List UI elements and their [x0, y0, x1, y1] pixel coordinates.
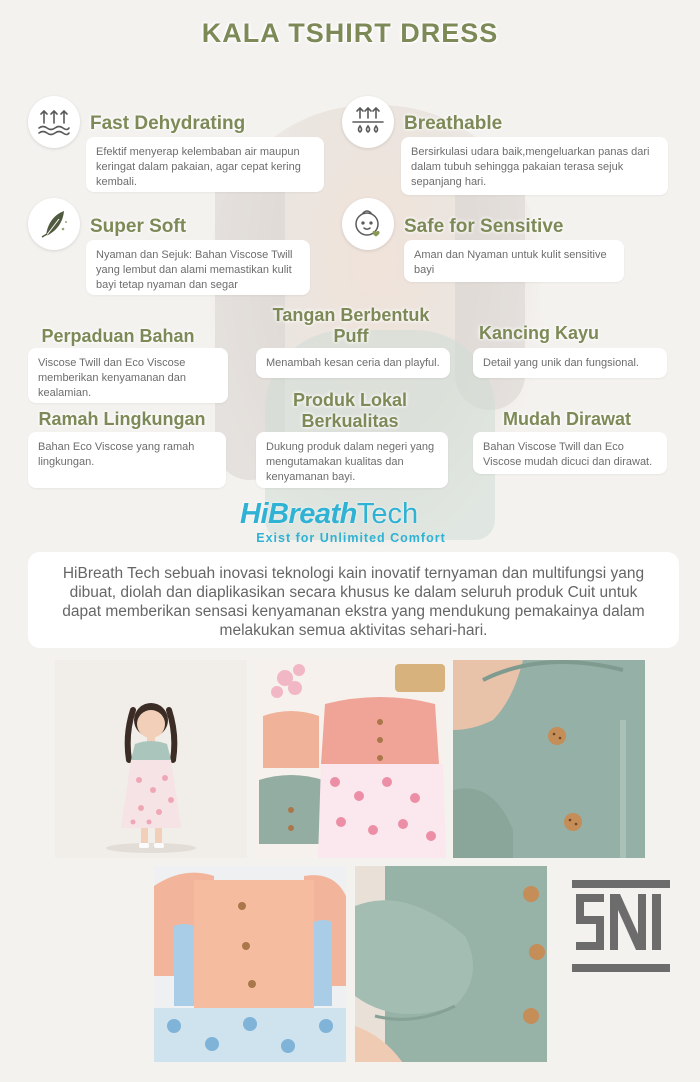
detail-card-produk-lokal-berkualitas: Dukung produk dalam negeri yang mengutamakan kualitas dan kenyamanan bayi. — [256, 432, 448, 488]
detail-title-perpaduan-bahan: Perpaduan Bahan — [41, 326, 195, 346]
hibreath-description: HiBreath Tech sebuah inovasi teknologi kain inovatif ternyaman dan multifungsi yang dibuat, diolah dan diaplikasikan secara khusus ke dalam seluruh produk Cuit untuk dapat memberikan sensasi kenyamanan ekstra yang mendukung pemakainya dalam melakukan semua aktivitas sehari-hari. — [28, 552, 679, 648]
detail-title-mudah-dirawat: Mudah Dirawat — [502, 409, 631, 429]
hibreath-wordmark — [240, 498, 462, 530]
detail-title-tangan-berbentuk-puff: Tangan Berbentuk Puff — [272, 305, 430, 346]
feature-title-safe-for-sensitive: Safe for Sensitive — [404, 216, 564, 237]
detail-title-ramah-lingkungan: Ramah Lingkungan — [38, 409, 206, 429]
feature-card-super-soft: Nyaman dan Sejuk: Bahan Viscose Twill yang lembut dan alami memastikan kulit bayi tetap nyaman dan segar — [86, 240, 310, 295]
detail-card-perpaduan-bahan: Viscose Twill dan Eco Viscose memberikan kenyamanan dan kealamian. — [28, 348, 228, 403]
feature-title-fast-dehydrating: Fast Dehydrating — [90, 113, 246, 134]
moisture-wicking-icon — [28, 96, 80, 148]
page-title: KALA TSHIRT DRESS — [201, 18, 499, 48]
sni-certification-logo — [572, 880, 670, 972]
detail-card-kancing-kayu: Detail yang unik dan fungsional. — [473, 348, 667, 378]
photo-dress-flatlay — [255, 660, 446, 858]
hibreath-wordmark-bold: HiBreath — [240, 498, 357, 530]
photo-child-wearing-dress — [55, 660, 247, 858]
photo-puff-sleeve-closeup — [355, 866, 547, 1062]
detail-card-ramah-lingkungan: Bahan Eco Viscose yang ramah lingkungan. — [28, 432, 226, 488]
feature-title-super-soft: Super Soft — [90, 216, 187, 237]
feature-card-breathable: Bersirkulasi udara baik,mengeluarkan panas dari dalam tubuh sehingga pakaian terasa sejuk sepanjang hari. — [401, 137, 668, 195]
feature-title-breathable: Breathable — [404, 113, 503, 134]
detail-title-kancing-kayu: Kancing Kayu — [478, 323, 600, 343]
detail-title-produk-lokal-berkualitas: Produk Lokal Berkualitas — [292, 390, 408, 431]
feature-card-fast-dehydrating: Efektif menyerap kelembaban air maupun keringat dalam pakaian, agar cepat kering kembali. — [86, 137, 324, 192]
feather-icon — [28, 198, 80, 250]
baby-face-icon — [342, 198, 394, 250]
photo-wooden-buttons-closeup — [453, 660, 645, 858]
hibreath-tagline: Exist for Unlimited Comfort — [256, 531, 446, 545]
photo-peach-dress-closeup — [154, 866, 346, 1062]
hibreath-wordmark-light: Tech — [356, 498, 419, 530]
breathable-fabric-icon — [342, 96, 394, 148]
feature-card-safe-for-sensitive: Aman dan Nyaman untuk kulit sensitive bayi — [404, 240, 624, 282]
detail-card-tangan-berbentuk-puff: Menambah kesan ceria dan playful. — [256, 348, 450, 378]
detail-card-mudah-dirawat: Bahan Viscose Twill dan Eco Viscose mudah dicuci dan dirawat. — [473, 432, 667, 474]
hibreath-logo — [240, 498, 462, 550]
